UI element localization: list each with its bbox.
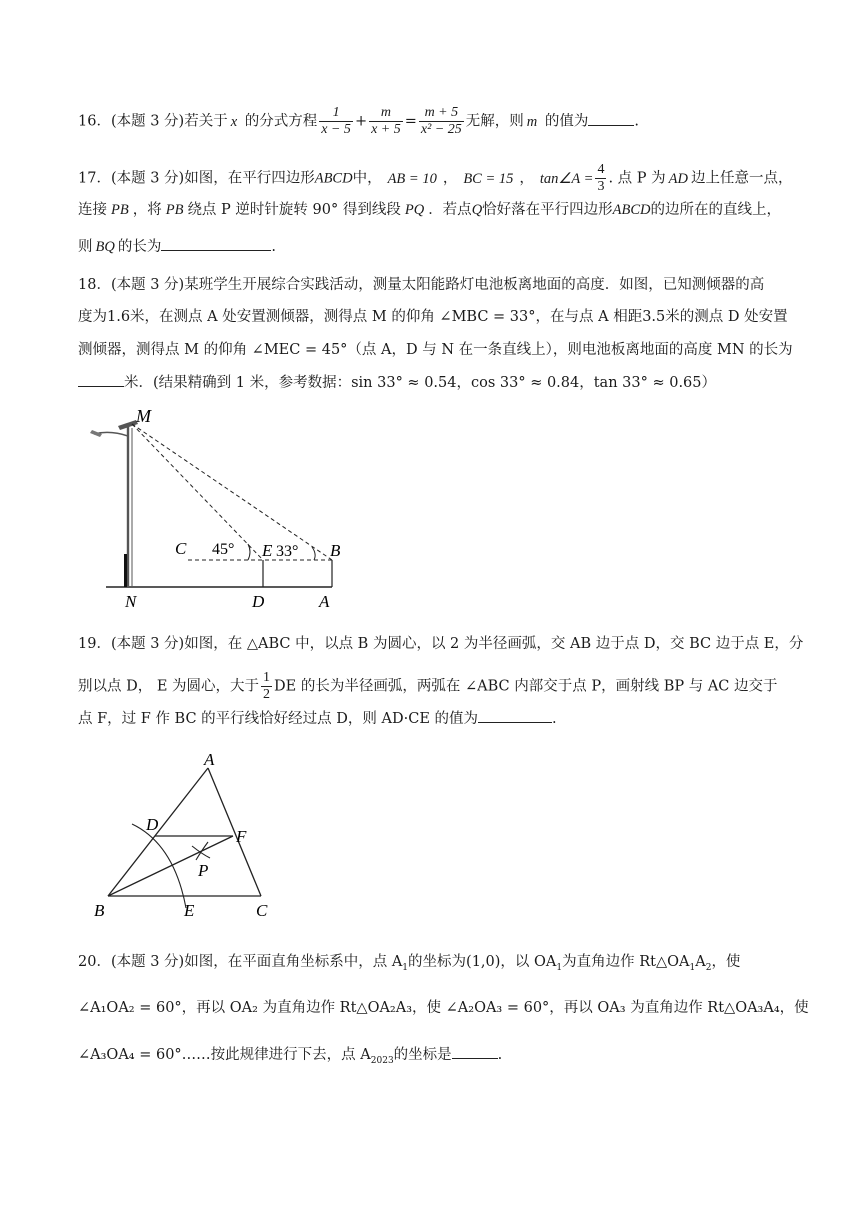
label-C: C bbox=[256, 901, 268, 920]
label-A: A bbox=[204, 750, 215, 769]
q17-text-d: 边上任意一点， bbox=[691, 170, 793, 187]
q18-line-4 bbox=[78, 372, 716, 393]
sight-line-b bbox=[132, 424, 332, 560]
label-N: N bbox=[125, 592, 137, 611]
ray-bf bbox=[108, 836, 233, 896]
q17-line-2 bbox=[78, 200, 781, 220]
label-M: M bbox=[136, 406, 151, 426]
q16-suffix: 的值为 bbox=[540, 113, 589, 130]
q20-text-d: 为直角边作 Rt△OA bbox=[562, 954, 690, 970]
q17-ab: AB = 10 bbox=[387, 170, 437, 187]
q16-answer-blank[interactable] bbox=[588, 111, 634, 126]
q16-plus: + bbox=[354, 113, 368, 130]
label-F: F bbox=[236, 827, 247, 846]
label-P: P bbox=[198, 861, 209, 880]
q16-fraction-3: $\frac{m + 5}{\text{x² − 25}}$ bbox=[420, 105, 462, 137]
q16-fraction-2: $\frac{m}{x + 5}$ bbox=[371, 105, 401, 137]
q17-text-a: 17．(本题 3 分)如图，在平行四边形 bbox=[78, 170, 315, 187]
q17-text-h: ．若点 bbox=[428, 202, 472, 218]
q19-half-fraction: $\frac{1}{2}$ bbox=[263, 670, 271, 702]
q20-text-a: 20．(本题 3 分)如图，在平面直角坐标系中，点 A bbox=[78, 954, 403, 970]
q20-line-3 bbox=[78, 1044, 502, 1071]
q17-text-j: 的边所在的直线上， bbox=[650, 202, 782, 218]
q17-pb-2: PB bbox=[165, 202, 184, 218]
q17-text-f: ，将 bbox=[132, 202, 162, 218]
q17-tan: tan∠A = bbox=[539, 170, 594, 187]
q16-var-x: x bbox=[230, 113, 238, 130]
q16-mid1: 的分式方程 bbox=[240, 113, 318, 130]
q17-bc: BC = 15 bbox=[463, 170, 514, 187]
label-45: 45° bbox=[212, 541, 235, 558]
q20-line-1: 20．(本题 3 分)如图，在平面直角坐标系中，点 $A_1$的坐标为(1,0)，以 $OA_1$为直角边作 $Rt\triangle OA_1A_2$，使 bbox=[78, 954, 741, 973]
q17-text-g: 绕点 P 逆时针旋转 90° 得到线段 bbox=[187, 202, 401, 218]
q17-line-3 bbox=[78, 236, 276, 257]
q16-var-m: m bbox=[526, 113, 538, 130]
q16-equals: = bbox=[404, 113, 417, 130]
pole-base bbox=[124, 554, 127, 587]
q20-subscript: 2023 bbox=[370, 1055, 394, 1066]
q19-text-c: 点 F，过 F 作 BC 的平行线恰好经过点 D，则 AD·CE 的值为 bbox=[78, 711, 479, 727]
q19-answer-blank[interactable] bbox=[478, 708, 552, 723]
q17-text-c: . 点 P 为 bbox=[608, 170, 666, 187]
q17-text-k: 则 bbox=[78, 239, 93, 255]
q17-end: . bbox=[271, 239, 276, 255]
q20-text-e: A bbox=[695, 954, 706, 970]
q18-line-1: 18．(本题 3 分)某班学生开展综合实践活动，测量太阳能路灯电池板离地面的高度．如图，已知测倾器的高 bbox=[78, 277, 765, 293]
q20-coord: (1,0) bbox=[466, 954, 501, 970]
side-ac bbox=[208, 768, 261, 896]
q17-text-e: 连接 bbox=[78, 202, 107, 218]
label-C: C bbox=[175, 539, 187, 558]
label-D: D bbox=[146, 815, 159, 834]
q19-line-1: 19．(本题 3 分)如图，在 △ABC 中，以点 B 为圆心，以 2 为半径画弧，交 AB 边于点 D，交 BC 边于点 E，分 bbox=[78, 636, 804, 652]
q20-text-h: 的坐标是 bbox=[393, 1047, 452, 1063]
q17-bq: BQ bbox=[95, 239, 115, 255]
q20-answer-blank[interactable] bbox=[452, 1044, 498, 1059]
q17-pb: PB bbox=[111, 202, 129, 218]
angle-arc-33 bbox=[312, 547, 315, 560]
q19-text-a: 别以点 D， E 为圆心，大于 bbox=[78, 678, 260, 695]
q18-text-4: 米．(结果精确到 1 米，参考数据：sin 33° ≈ 0.54，cos 33° ≈ 0.84，tan 33° ≈ 0.65） bbox=[124, 375, 717, 391]
q17-q: Q bbox=[471, 202, 483, 218]
q20-text-c: ，以 OA bbox=[500, 954, 557, 970]
label-33: 33° bbox=[276, 543, 299, 560]
sight-line-e bbox=[132, 424, 263, 560]
q16-end: . bbox=[634, 113, 639, 130]
q17-abcd-2: ABCD bbox=[612, 202, 651, 218]
q17-ad: AD bbox=[668, 170, 688, 187]
q20-text-g: ∠A₃OA₄ = 60°……按此规律进行下去，点 A bbox=[78, 1047, 371, 1063]
q17-answer-blank[interactable] bbox=[161, 236, 271, 251]
q17-text-b: 中， bbox=[352, 170, 382, 187]
q18-line-2: 度为1.6米，在测点 A 处安置测倾器，测得点 M 的仰角 ∠MBC = 33°，在与点 A 相距3.5米的测点 D 处安置 bbox=[78, 309, 788, 325]
q17-line-1: 17．(本题 3 分)如图，在平行四边形ABCD中， AB = 10 ， BC = 15 ， tan∠A = $\frac{4}{3}$ . 点 P 为 AD 边上任意一点， bbox=[78, 162, 793, 194]
q18-answer-blank[interactable] bbox=[78, 372, 124, 387]
label-E: E bbox=[262, 541, 273, 560]
label-D: D bbox=[252, 592, 265, 611]
q17-pq: PQ bbox=[404, 202, 425, 218]
q18-figure bbox=[80, 404, 380, 614]
q17-abcd: ABCD bbox=[314, 170, 353, 187]
q19-line-3 bbox=[78, 708, 557, 729]
q20-text-b: 的坐标为 bbox=[408, 954, 467, 970]
q19-text-b: DE 的长为半径画弧，两弧在 ∠ABC 内部交于点 P，画射线 BP 与 AC 边交于 bbox=[274, 678, 778, 695]
label-B: B bbox=[94, 901, 105, 920]
q20-end: . bbox=[497, 1047, 503, 1063]
q19-line-2 bbox=[78, 670, 778, 703]
q16-prefix: 16．(本题 3 分)若关于 bbox=[78, 113, 228, 130]
q17-tan-fraction: $\frac{4}{3}$ bbox=[597, 162, 605, 194]
label-A: A bbox=[319, 592, 330, 611]
q17-text-i: 恰好落在平行四边形 bbox=[482, 202, 613, 218]
q16-mid2: 无解，则 bbox=[465, 113, 524, 130]
q16-fraction-1: $\frac{1}{x - 5}$ bbox=[321, 105, 351, 137]
q19-figure bbox=[88, 748, 288, 924]
label-B: B bbox=[330, 541, 341, 560]
lamp-head bbox=[90, 430, 102, 437]
q20-text-f: ，使 bbox=[711, 954, 741, 970]
q16-line bbox=[78, 105, 639, 138]
q20-line-2: ∠A₁OA₂ = 60°，再以 OA₂ 为直角边作 Rt△OA₂A₃，使 ∠A₂OA₃ = 60°，再以 OA₃ 为直角边作 Rt△OA₃A₄，使 bbox=[78, 1000, 809, 1016]
q17-text-l: 的长为 bbox=[117, 239, 162, 255]
label-E: E bbox=[184, 901, 195, 920]
q19-end: . bbox=[552, 711, 557, 727]
q18-line-3: 测倾器，测得点 M 的仰角 ∠MEC = 45°（点 A，D 与 N 在一条直线上），则电池板离地面的高度 MN 的长为 bbox=[78, 342, 793, 358]
